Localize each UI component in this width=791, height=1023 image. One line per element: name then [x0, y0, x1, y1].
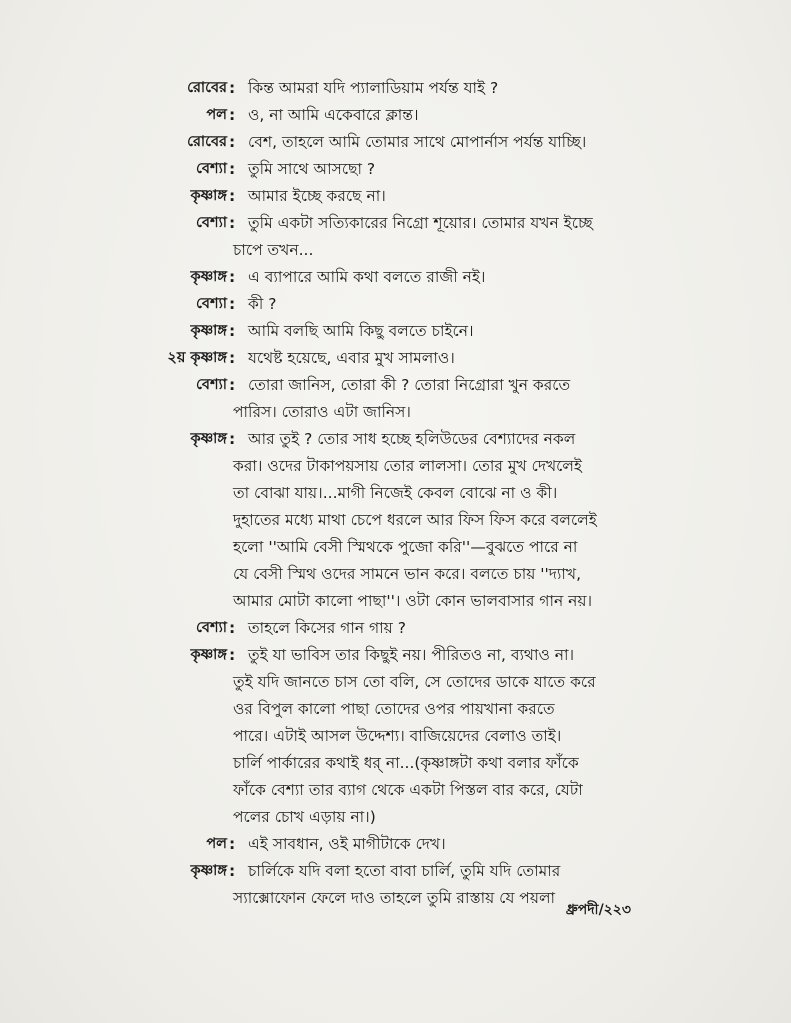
dialogue-continuation: হলো ''আমি বেসী স্মিথকে পুজো করি''—বুঝতে পারে না — [233, 538, 578, 556]
dialogue-line — [0, 586, 791, 616]
speaker-name: কৃষ্ণাঙ্গ — [190, 431, 227, 447]
dialogue-line — [0, 775, 791, 805]
dialogue-line — [0, 127, 791, 157]
dialogue-text: তুই যা ভাবিস তার কিছুই নয়। পীরিতও না, ব্যথাও না। — [248, 646, 575, 664]
speaker-name: পল — [206, 836, 227, 852]
dialogue-text: এই সাবধান, ওই মাগীটাকে দেখ। — [248, 835, 446, 853]
dialogue-line — [0, 694, 791, 724]
dialogue-line — [0, 748, 791, 778]
dialogue-line — [0, 208, 791, 238]
dialogue-text: তুমি একটা সত্যিকারের নিগ্রো শূয়োর। তোমার যখন ইচ্ছে — [248, 214, 593, 232]
dialogue-continuation: চাপে তখন... — [233, 241, 314, 259]
speaker-colon: : — [229, 79, 236, 97]
speaker-colon: : — [229, 106, 236, 124]
dialogue-line — [0, 451, 791, 481]
dialogue-text: তোরা জানিস, তোরা কী ? তোরা নিগ্রোরা খুন করতে — [248, 376, 571, 394]
dialogue-line — [0, 316, 791, 346]
speaker-name: বেশ্যা — [196, 161, 227, 177]
dialogue-text: আমার ইচ্ছে করছে না। — [248, 187, 386, 205]
speaker-name: বেশ্যা — [196, 377, 227, 393]
speaker-name: পল — [206, 107, 227, 123]
dialogue-line — [0, 424, 791, 454]
dialogue-text: ও, না আমি একেবারে ক্লান্ত। — [248, 106, 419, 124]
speaker-name: কৃষ্ণাঙ্গ — [190, 323, 227, 339]
dialogue-line — [0, 829, 791, 859]
speaker-colon: : — [229, 862, 236, 880]
speaker-colon: : — [229, 133, 236, 151]
dialogue-text: বেশ, তাহলে আমি তোমার সাথে মোপার্নাস পর্যন্ত যাচ্ছি। — [248, 133, 587, 151]
dialogue-continuation: দুহাতের মধ্যে মাথা চেপে ধরলে আর ফিস ফিস করে বললেই — [233, 511, 597, 529]
dialogue-continuation: পারে। এটাই আসল উদ্দেশ্য। বাজিয়েদের বেলাও তাই। — [233, 727, 562, 745]
dialogue-line — [0, 721, 791, 751]
dialogue-line — [0, 235, 791, 265]
speaker-name: বেশ্যা — [196, 215, 227, 231]
dialogue-continuation: তা বোঝা যায়।...মাগী নিজেই কেবল বোঝে না ও কী। — [233, 484, 558, 502]
dialogue-continuation: আমার মোটা কালো পাছা''। ওটা কোন ভালবাসার গান নয়। — [233, 592, 593, 610]
dialogue-text: আর তুই ? তোর সাধ হচ্ছে হলিউডের বেশ্যাদের নকল — [248, 430, 576, 448]
dialogue-continuation: চার্লি পার্কারের কথাই ধর্ না...(কৃষ্ণাঙ্গটা কথা বলার ফাঁকে — [233, 754, 579, 772]
dialogue-text: কিন্ত আমরা যদি প্যালাডিয়াম পর্যন্ত যাই ? — [248, 79, 499, 97]
dialogue-line — [0, 478, 791, 508]
dialogue-line — [0, 856, 791, 886]
dialogue-line — [0, 262, 791, 292]
speaker-name: রোবের — [187, 80, 227, 96]
speaker-colon: : — [229, 322, 236, 340]
speaker-colon: : — [229, 187, 236, 205]
dialogue-continuation: পারিস। তোরাও এটা জানিস। — [233, 403, 411, 421]
speaker-colon: : — [229, 835, 236, 853]
speaker-name: বেশ্যা — [196, 296, 227, 312]
dialogue-line — [0, 802, 791, 832]
speaker-colon: : — [229, 160, 236, 178]
dialogue-text: আমি বলছি আমি কিছু বলতে চাইনে। — [248, 322, 474, 340]
dialogue-continuation: ফাঁকে বেশ্যা তার ব্যাগ থেকে একটা পিস্তল বার করে, যেটা — [233, 781, 583, 799]
dialogue-continuation: ওর বিপুল কালো পাছা তোদের ওপর পায়খানা করতে — [233, 700, 555, 718]
dialogue-line — [0, 667, 791, 697]
speaker-name: বেশ্যা — [196, 620, 227, 636]
dialogue-line — [0, 181, 791, 211]
speaker-colon: : — [229, 376, 236, 394]
dialogue-continuation: করা। ওদের টাকাপয়সায় তোর লালসা। তোর মুখ দেখলেই — [233, 457, 582, 475]
speaker-name: কৃষ্ণাঙ্গ — [190, 647, 227, 663]
dialogue-line — [0, 154, 791, 184]
dialogue-line — [0, 532, 791, 562]
dialogue-line — [0, 613, 791, 643]
dialogue-line — [0, 73, 791, 103]
dialogue-text: কী ? — [248, 295, 277, 313]
speaker-colon: : — [229, 268, 236, 286]
dialogue-text: চার্লিকে যদি বলা হতো বাবা চার্লি, তুমি যদি তোমার — [248, 862, 561, 880]
dialogue-line — [0, 370, 791, 400]
page-folio: ধ্রুপদী/২২৩ — [565, 902, 631, 918]
speaker-name: ২য় কৃষ্ণাঙ্গ — [167, 350, 227, 366]
speaker-colon: : — [229, 214, 236, 232]
speaker-name: রোবের — [187, 134, 227, 150]
speaker-name: কৃষ্ণাঙ্গ — [190, 188, 227, 204]
speaker-name: কৃষ্ণাঙ্গ — [190, 269, 227, 285]
dialogue-text: তুমি সাথে আসছো ? — [248, 160, 376, 178]
speaker-colon: : — [229, 646, 236, 664]
dialogue-line — [0, 883, 791, 913]
speaker-colon: : — [229, 619, 236, 637]
dialogue-continuation: পলের চোখ এড়ায় না।) — [233, 808, 376, 826]
dialogue-line — [0, 343, 791, 373]
dialogue-line — [0, 505, 791, 535]
speaker-colon: : — [229, 430, 236, 448]
dialogue-continuation: স্যাক্সোফোন ফেলে দাও তাহলে তুমি রাস্তায় যে পয়লা — [233, 889, 555, 907]
dialogue-text: এ ব্যাপারে আমি কথা বলতে রাজী নই। — [248, 268, 486, 286]
dialogue-text: তাহলে কিসের গান গায় ? — [248, 619, 406, 637]
dialogue-line — [0, 289, 791, 319]
dialogue-text: যথেষ্ট হয়েছে, এবার মুখ সামলাও। — [248, 349, 455, 367]
dialogue-line — [0, 559, 791, 589]
speaker-colon: : — [229, 295, 236, 313]
speaker-colon: : — [229, 349, 236, 367]
speaker-name: কৃষ্ণাঙ্গ — [190, 863, 227, 879]
dialogue-continuation: তুই যদি জানতে চাস তো বলি, সে তোদের ডাকে যাতে করে — [233, 673, 596, 691]
dialogue-continuation: যে বেসী স্মিথ ওদের সামনে ভান করে। বলতে চায় ''দ্যাখ, — [233, 565, 582, 583]
dialogue-line — [0, 100, 791, 130]
dialogue-line — [0, 640, 791, 670]
dialogue-line — [0, 397, 791, 427]
